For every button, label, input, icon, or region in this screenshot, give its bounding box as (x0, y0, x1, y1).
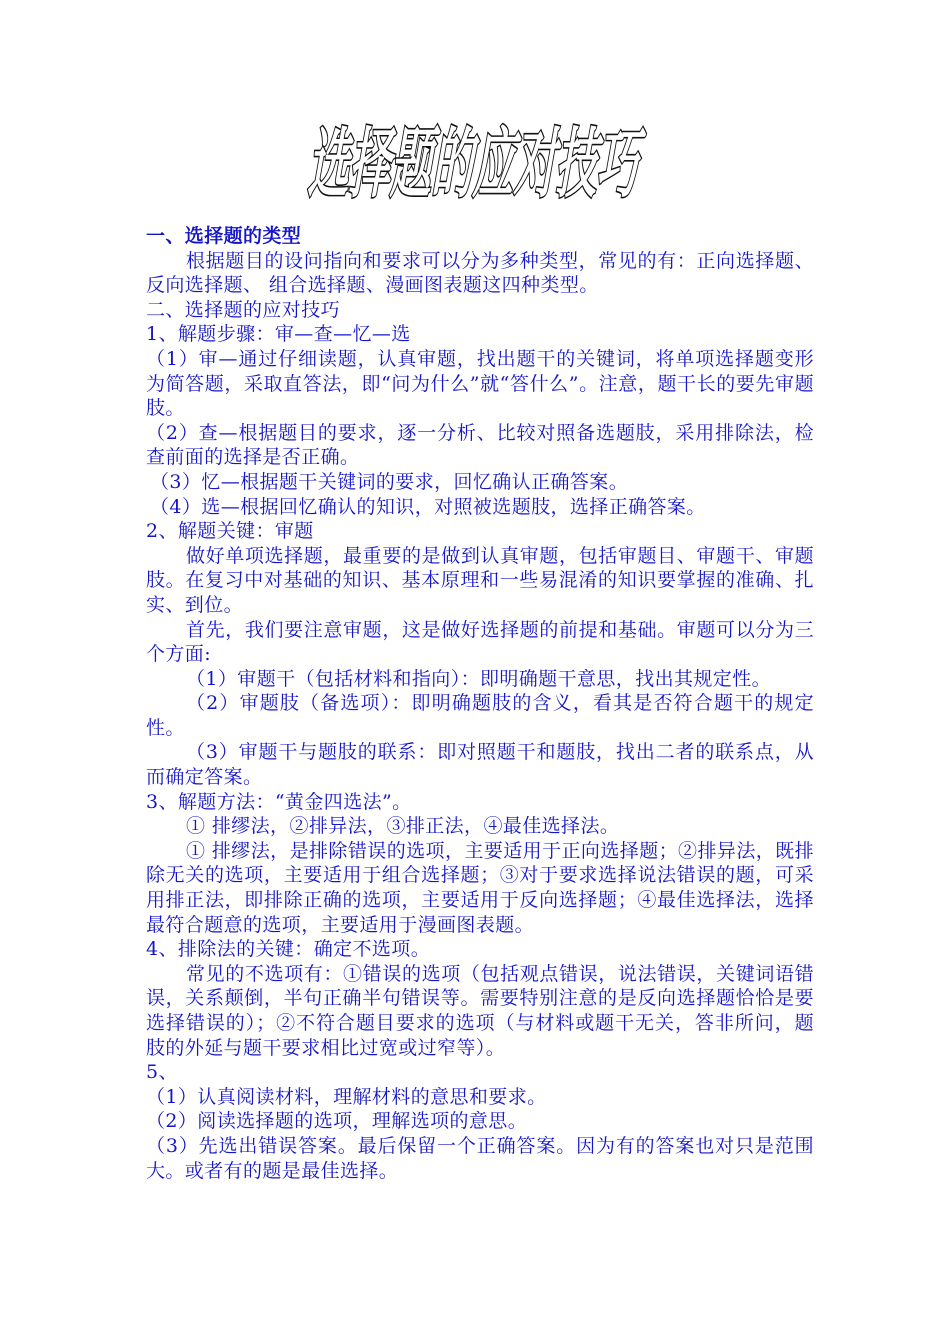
wordart-title-graphic (300, 118, 928, 209)
paragraph: （1）审题干（包括材料和指向）：即明确题干意思，找出其规定性。 (186, 667, 771, 690)
wordart-title (300, 118, 928, 209)
paragraph: 根据题目的设问指向和要求可以分为多种类型，常见的有：正向选择题、反向选择题、 组合选择题、漫画图表题这四种类型。 (146, 249, 814, 297)
paragraph: （1）审—通过仔细读题，认真审题，找出题干的关键词，将单项选择题变形为简答题，采取直答法，即“问为什么”就“答什么”。注意，题干长的要先审题肢。 (146, 347, 814, 420)
paragraph: （3）审题干与题肢的联系：即对照题干和题肢，找出二者的联系点，从而确定答案。 (146, 741, 814, 789)
subheading-exclusion: 4、排除法的关键：确定不选项。 (146, 938, 431, 961)
paragraph: （3）先选出错误答案。最后保留一个正确答案。因为有的答案也对只是范围大。或者有的题是最佳选择。 (146, 1134, 814, 1182)
paragraph: （2）审题肢（备选项）：即明确题肢的含义，看其是否符合题干的规定性。 (146, 692, 814, 739)
subheading-method: 3、解题方法：“黄金四选法”。 (146, 790, 412, 813)
paragraph: （2）查—根据题目的要求，逐一分析、比较对照备选题肢，采用排除法，检查前面的选择是否正确。 (146, 421, 814, 469)
subheading-key: 2、解题关键：审题 (146, 520, 314, 543)
section-heading-1: 一、选择题的类型 (146, 225, 302, 247)
paragraph: （1）认真阅读材料，理解材料的意思和要求。 (146, 1085, 547, 1108)
paragraph: 做好单项选择题，最重要的是做到认真审题，包括审题目、审题干、审题肢。在复习中对基础的知识、基本原理和一些易混淆的知识要掌握的准确、扎实、到位。 (146, 544, 814, 616)
paragraph: （2）阅读选择题的选项，理解选项的意思。 (146, 1110, 528, 1133)
section-heading-2: 二、选择题的应对技巧 (146, 298, 341, 321)
paragraph: 首先，我们要注意审题，这是做好选择题的前提和基础。审题可以分为三个方面: (146, 618, 814, 666)
title-text: 选择题的应对技巧 (303, 120, 928, 209)
paragraph: 常见的不选项有：①错误的选项（包括观点错误，说法错误，关键词语错误，关系颠倒，半句正确半句错误等。需要特别注意的是反向选择题恰恰是要选择错误的）；②不符合题目要求的选项（与材料或题干无关，答非所问，题肢的外延与题干要求相比过宽或过窄等）。 (146, 962, 814, 1059)
paragraph: ① 排缪法，是排除错误的选项，主要适用于正向选择题；②排异法，既排除无关的选项，主要适用于组合选择题；③对于要求选择说法错误的题，可采用排正法，即排除正确的选项，主要适用于反向选择题；④最佳选择法，选择最符合题意的选项，主要适用于漫画图表题。 (146, 839, 814, 936)
subheading-steps: 1、解题步骤：审—查—忆—选 (146, 323, 411, 346)
body-content (146, 224, 814, 1183)
paragraph: ① 排缪法，②排异法，③排正法，④最佳选择法。 (186, 815, 620, 838)
paragraph: （4）选—根据回忆确认的知识，对照被选题肢，选择正确答案。 (150, 495, 706, 518)
paragraph: （3）忆—根据题干关键词的要求，回忆确认正确答案。 (150, 470, 629, 493)
subheading-5: 5、 (146, 1061, 178, 1084)
